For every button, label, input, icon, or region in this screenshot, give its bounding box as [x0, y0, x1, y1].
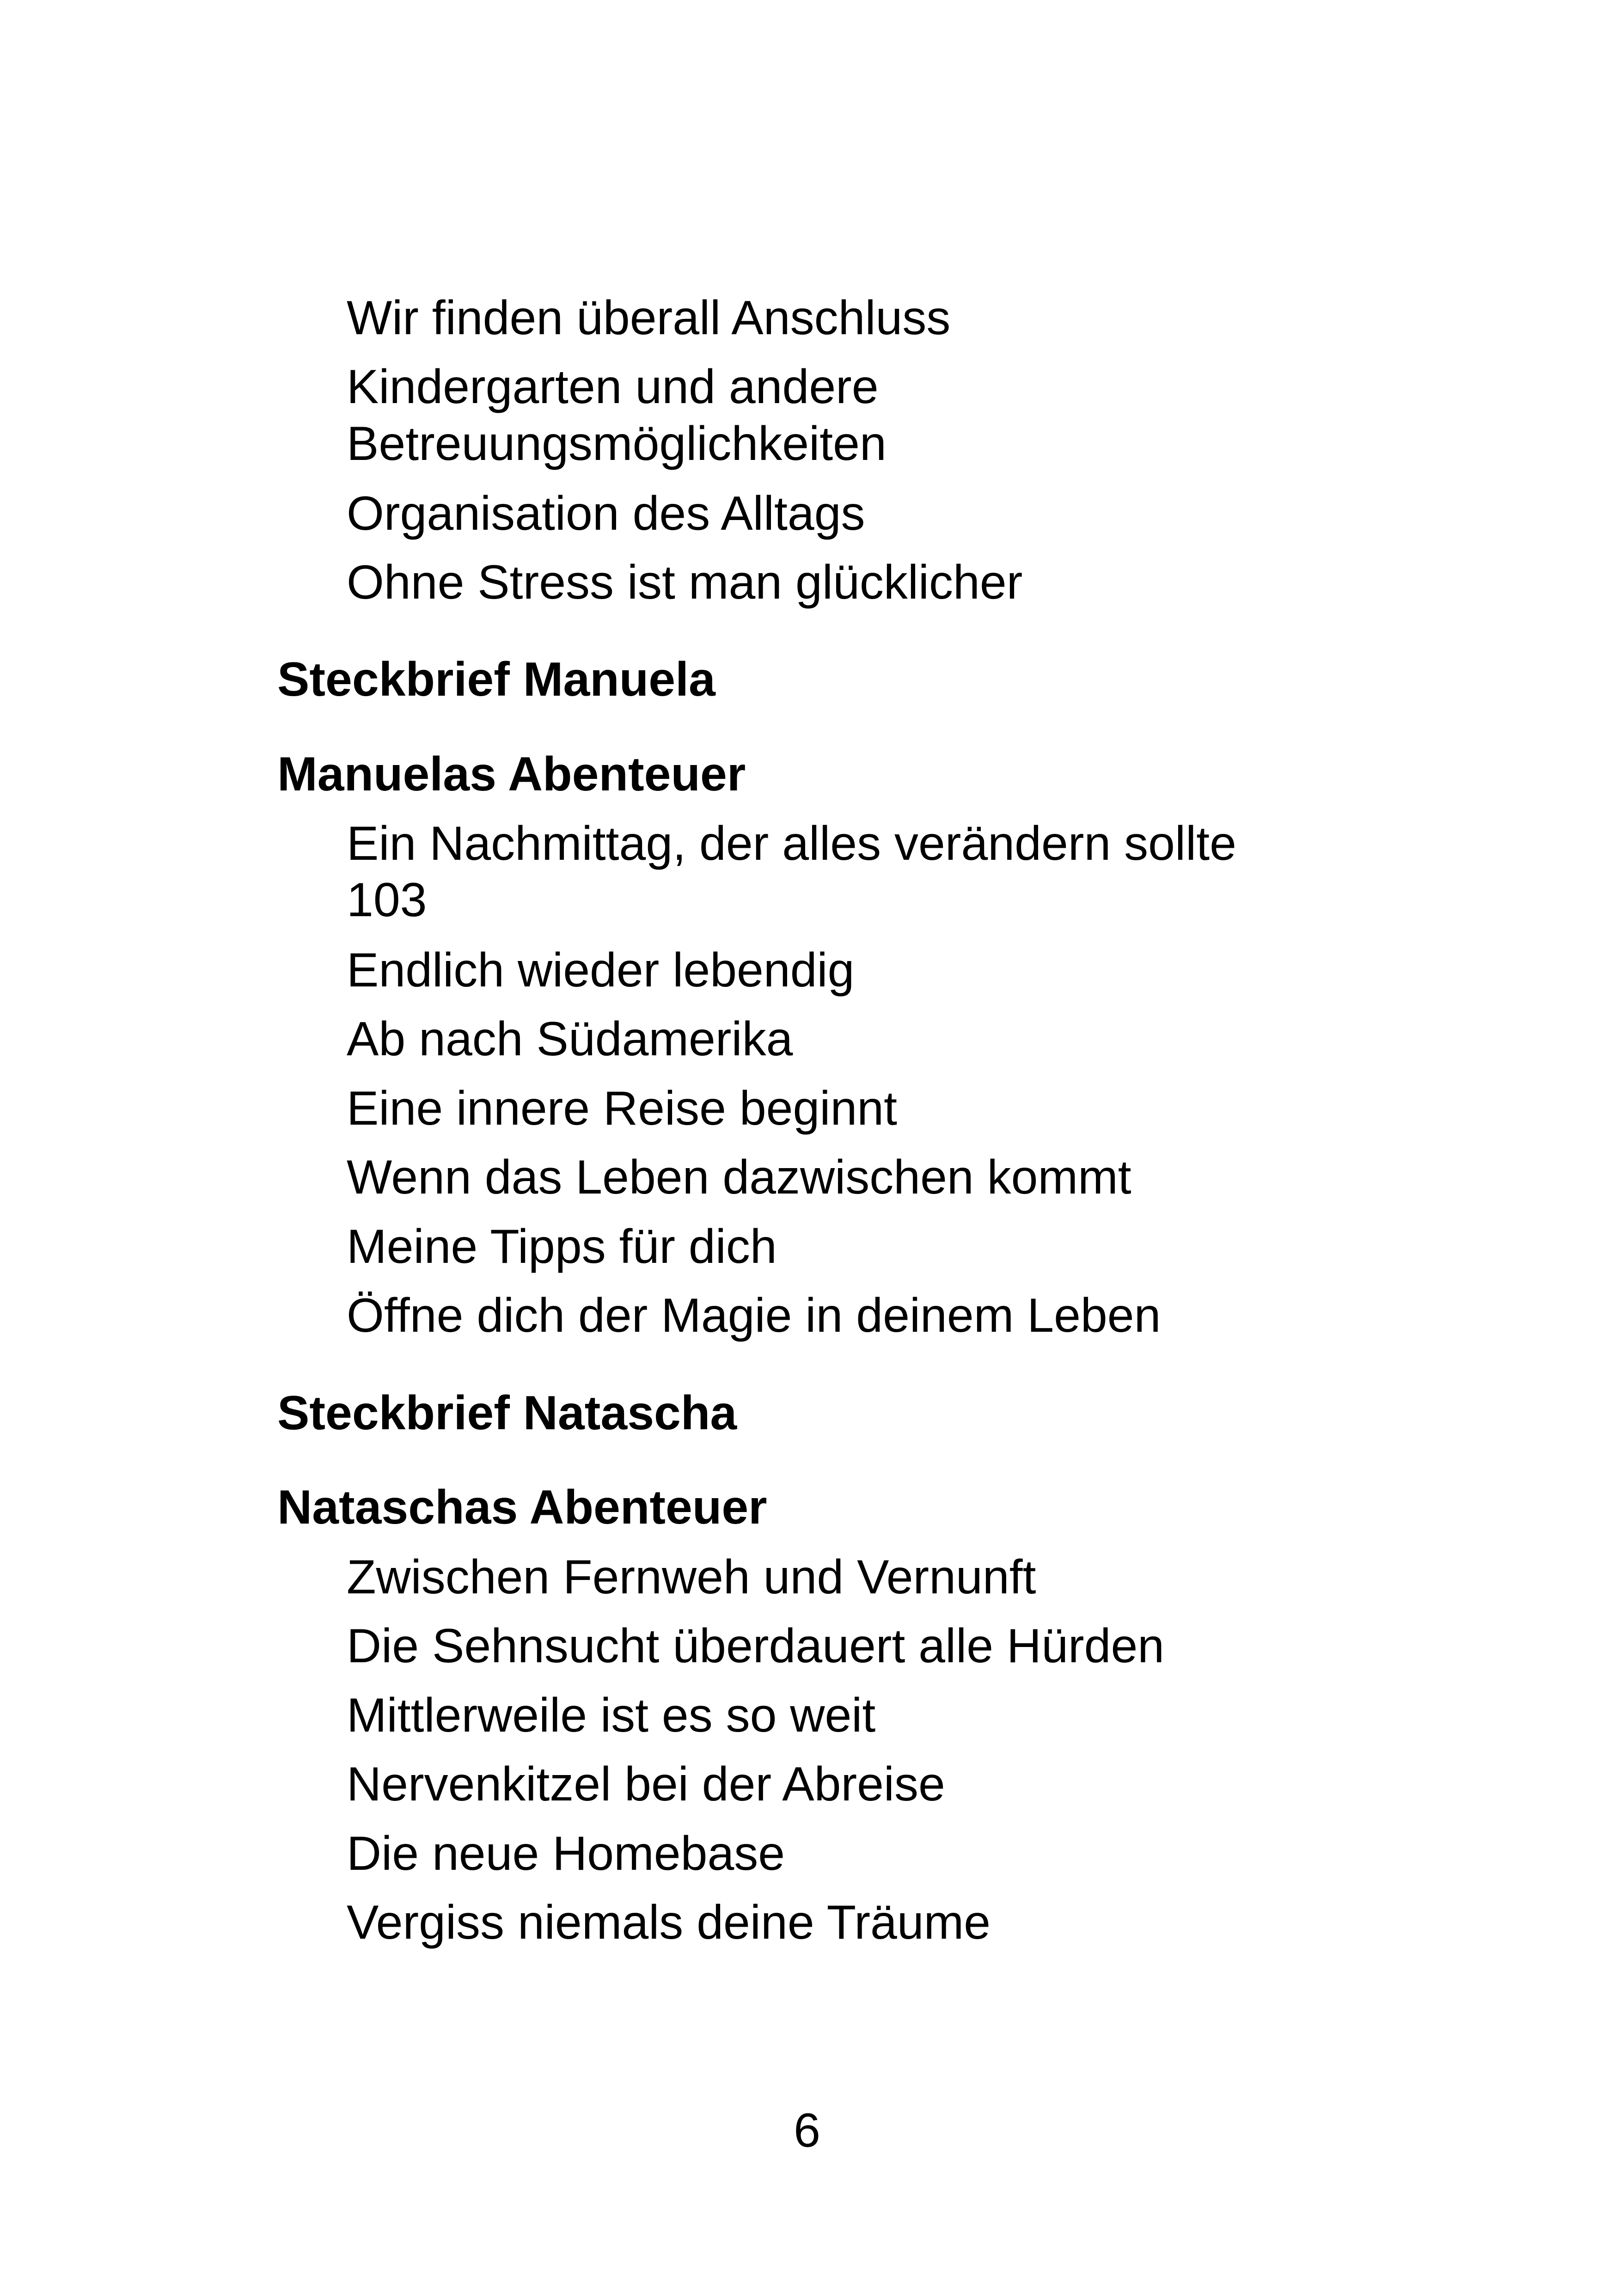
toc-entry-title: Betreuungsmöglichkeiten [347, 417, 886, 471]
toc-entry-title: Wenn das Leben dazwischen kommt [347, 1151, 1131, 1204]
toc-entry-title: Ein Nachmittag, der alles verändern sollte [347, 817, 1236, 870]
toc-entry-title: Die Sehnsucht überdauert alle Hürden [347, 1619, 1165, 1673]
toc-entry-title: Organisation des Alltags [347, 487, 865, 540]
toc-chapter-title: Nataschas Abenteuer [277, 1481, 767, 1534]
toc-entry-page: 103 [347, 873, 427, 927]
toc-entry-title: Nervenkitzel bei der Abreise [347, 1757, 945, 1811]
toc-chapter-title: Steckbrief Manuela [277, 653, 715, 706]
toc-entry-title: Endlich wieder lebendig [347, 943, 855, 997]
toc-chapter-title: Manuelas Abenteuer [277, 747, 746, 801]
toc-entry-title: Vergiss niemals deine Träume [347, 1896, 991, 1949]
toc-entry-title: Meine Tipps für dich [347, 1220, 777, 1274]
toc-entry-title: Zwischen Fernweh und Vernunft [347, 1550, 1036, 1604]
toc-entry-title: Kindergarten und andere [347, 360, 879, 414]
page-number: 6 [794, 2104, 820, 2157]
toc-chapter-title: Steckbrief Natascha [277, 1386, 737, 1440]
toc-entry-title: Ohne Stress ist man glücklicher [347, 556, 1023, 609]
toc-entry-title: Die neue Homebase [347, 1827, 785, 1880]
toc-entry-title: Wir finden überall Anschluss [347, 291, 951, 345]
toc-entry-title: Ab nach Südamerika [347, 1012, 793, 1066]
toc-entry-title: Öffne dich der Magie in deinem Leben [347, 1289, 1161, 1342]
toc-entry-title: Mittlerweile ist es so weit [347, 1689, 876, 1742]
toc-entry-title: Eine innere Reise beginnt [347, 1082, 898, 1135]
